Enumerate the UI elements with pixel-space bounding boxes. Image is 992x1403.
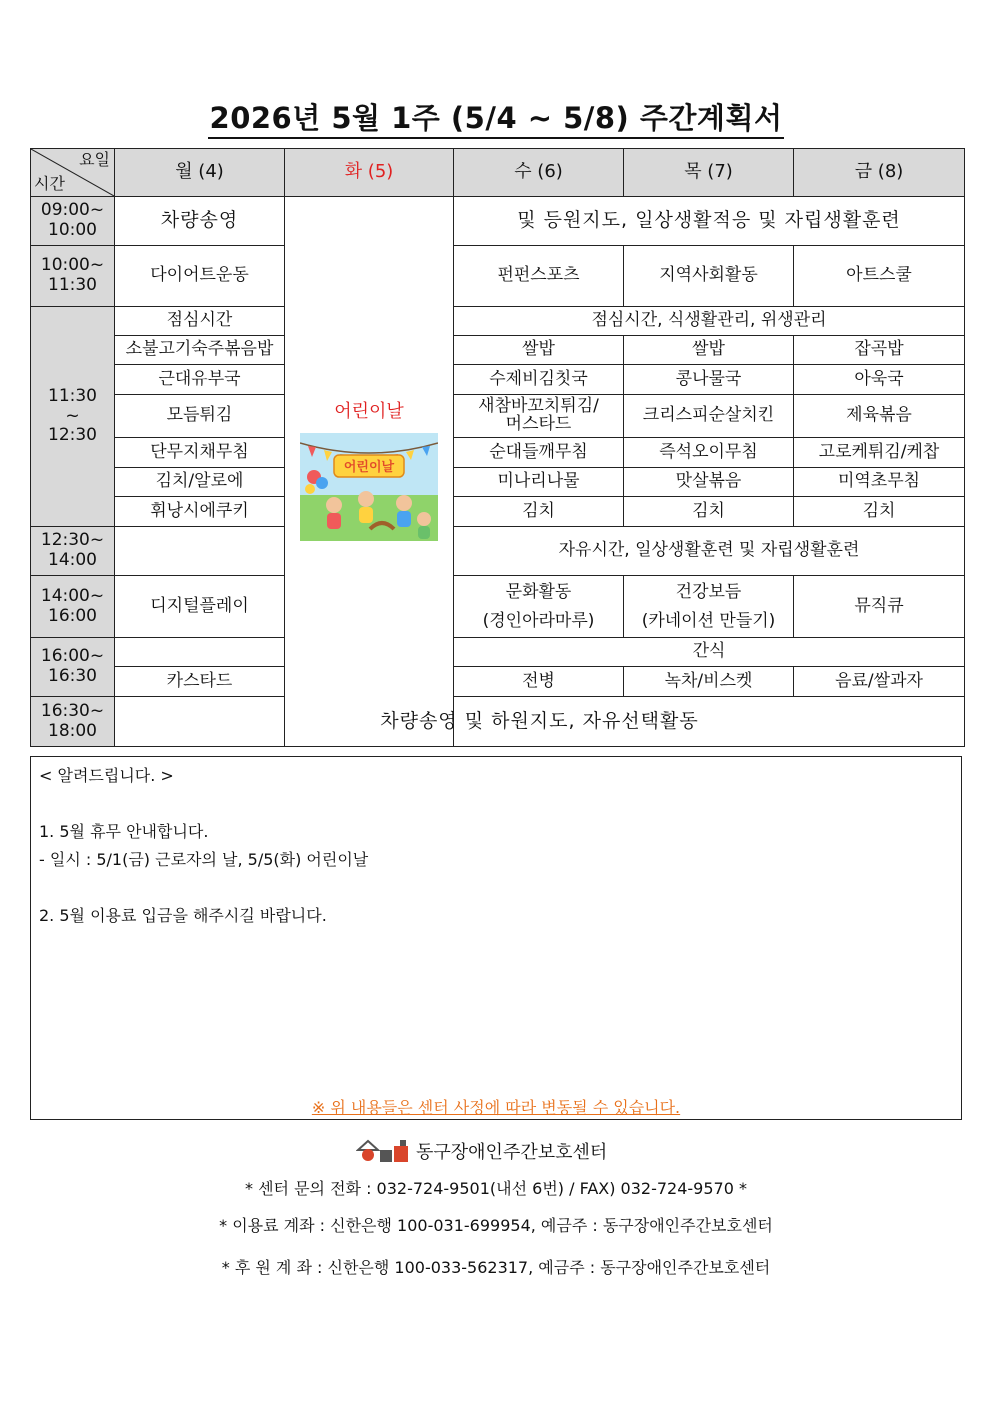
menu-mon: 김치/알로에 [115,468,285,497]
row-1400 [31,576,965,638]
day-wed: 수 (6) [454,149,624,197]
row-lunch-title [31,307,965,336]
notice-line: 2. 5월 이용료 입금을 해주시길 바랍니다. [39,906,327,925]
cell-fri: 아트스쿨 [794,246,965,307]
cell-wed: 문화활동 (경인아라마루) [454,576,624,638]
cell-mon: 점심시간 [115,307,285,336]
time-cell: 16:30~ 18:00 [31,697,115,747]
row-1000 [31,246,965,307]
page-title: 2026년 5월 1주 (5/4 ~ 5/8) 주간계획서 [0,96,992,137]
footer-phone: * 센터 문의 전화 : 032-724-9501(내선 6번) / FAX) 032-724-9570 * [245,1179,747,1198]
notice-heading: < 알려드립니다. > [39,766,174,785]
notice-box [30,756,962,1120]
cell-wed-fri: 자유시간, 일상생활훈련 및 자립생활훈련 [454,527,965,576]
day-mon: 월 (4) [115,149,285,197]
corner-day-label: 요일 [79,150,110,169]
menu-wed: 미나리나물 [454,468,624,497]
menu-wed: 김치 [454,497,624,527]
menu-wed: 수제비김칫국 [454,365,624,395]
menu-fri: 아욱국 [794,365,965,395]
menu-thu: 쌀밥 [624,336,794,365]
menu-mon: 휘낭시에쿠키 [115,497,285,527]
snack-fri: 음료/쌀과자 [794,667,965,697]
row-0900 [31,197,965,246]
org-name: 동구장애인주간보호센터 [416,1142,608,1163]
notice-warning: ※ 위 내용들은 센터 사정에 따라 변동될 수 있습니다. [311,1098,681,1117]
menu-thu: 크리스피순살치킨 [624,395,794,438]
cell-wed: 펀펀스포츠 [454,246,624,307]
cell-mon: 디지털플레이 [115,576,285,638]
snack-mon: 카스타드 [115,667,285,697]
cell-wed-fri: 점심시간, 식생활관리, 위생관리 [454,307,965,336]
footer-fee-account: * 이용료 계좌 : 신한은행 100-031-699954, 예금주 : 동구장애인주간보호센터 [219,1216,773,1235]
day-thu: 목 (7) [624,149,794,197]
menu-row [31,497,965,527]
time-cell: 16:00~ 16:30 [31,638,115,697]
snack-wed: 전병 [454,667,624,697]
cell-fri: 뮤직큐 [794,576,965,638]
menu-thu: 맛살볶음 [624,468,794,497]
menu-wed: 순대들깨무침 [454,438,624,468]
notice-line: - 일시 : 5/1(금) 근로자의 날, 5/5(화) 어린이날 [39,850,369,869]
notice-line: 1. 5월 휴무 안내합니다. [39,822,209,841]
corner-cell [31,149,115,197]
cell-mon: 다이어트운동 [115,246,285,307]
time-cell: 09:00~ 10:00 [31,197,115,246]
menu-fri: 고로케튀김/케찹 [794,438,965,468]
cell-all: 차량송영 및 하원지도, 자유선택활동 [115,697,965,747]
menu-fri: 김치 [794,497,965,527]
menu-row [31,365,965,395]
cell-mon-empty [115,638,285,667]
time-cell: 14:00~ 16:00 [31,576,115,638]
weekly-plan-table [30,148,965,747]
menu-fri: 미역초무침 [794,468,965,497]
menu-row [31,336,965,365]
cell-thu: 지역사회활동 [624,246,794,307]
time-cell: 10:00~ 11:30 [31,246,115,307]
menu-thu: 김치 [624,497,794,527]
org-logo [356,1136,607,1166]
time-cell: 11:30 ~ 12:30 [31,307,115,527]
cell-wed-fri: 및 등원지도, 일상생활적응 및 자립생활훈련 [454,197,965,246]
menu-fri: 제육볶음 [794,395,965,438]
cell-mon: 차량송영 [115,197,285,246]
menu-mon: 근대유부국 [115,365,285,395]
menu-wed: 쌀밥 [454,336,624,365]
menu-row [31,468,965,497]
menu-thu: 콩나물국 [624,365,794,395]
footer-donation-account: * 후 원 계 좌 : 신한은행 100-033-562317, 예금주 : 동구장애인주간보호센터 [221,1258,771,1277]
org-logo-icon [356,1138,412,1164]
row-1630 [31,697,965,747]
menu-row [31,438,965,468]
menu-mon: 모듬튀김 [115,395,285,438]
snack-thu: 녹차/비스켓 [624,667,794,697]
menu-row [31,395,965,438]
day-fri: 금 (8) [794,149,965,197]
menu-thu: 즉석오이무침 [624,438,794,468]
row-snack-title [31,638,965,667]
menu-mon: 소불고기숙주볶음밥 [115,336,285,365]
menu-fri: 잡곡밥 [794,336,965,365]
time-cell: 12:30~ 14:00 [31,527,115,576]
menu-mon: 단무지채무침 [115,438,285,468]
childrens-day-illustration [300,433,438,541]
cell-wed-fri: 간식 [454,638,965,667]
menu-wed: 새참바꼬치튀김/ 머스타드 [454,395,624,438]
cell-mon-empty [115,527,285,576]
header-row [31,149,965,197]
cell-thu: 건강보듬 (카네이션 만들기) [624,576,794,638]
row-1230 [31,527,965,576]
row-snack [31,667,965,697]
day-tue: 화 (5) [285,149,454,197]
holiday-label: 어린이날 [334,401,404,423]
svg-text:어린이날: 어린이날 [343,459,395,475]
corner-time-label: 시간 [34,173,65,193]
holiday-cell [285,197,454,747]
